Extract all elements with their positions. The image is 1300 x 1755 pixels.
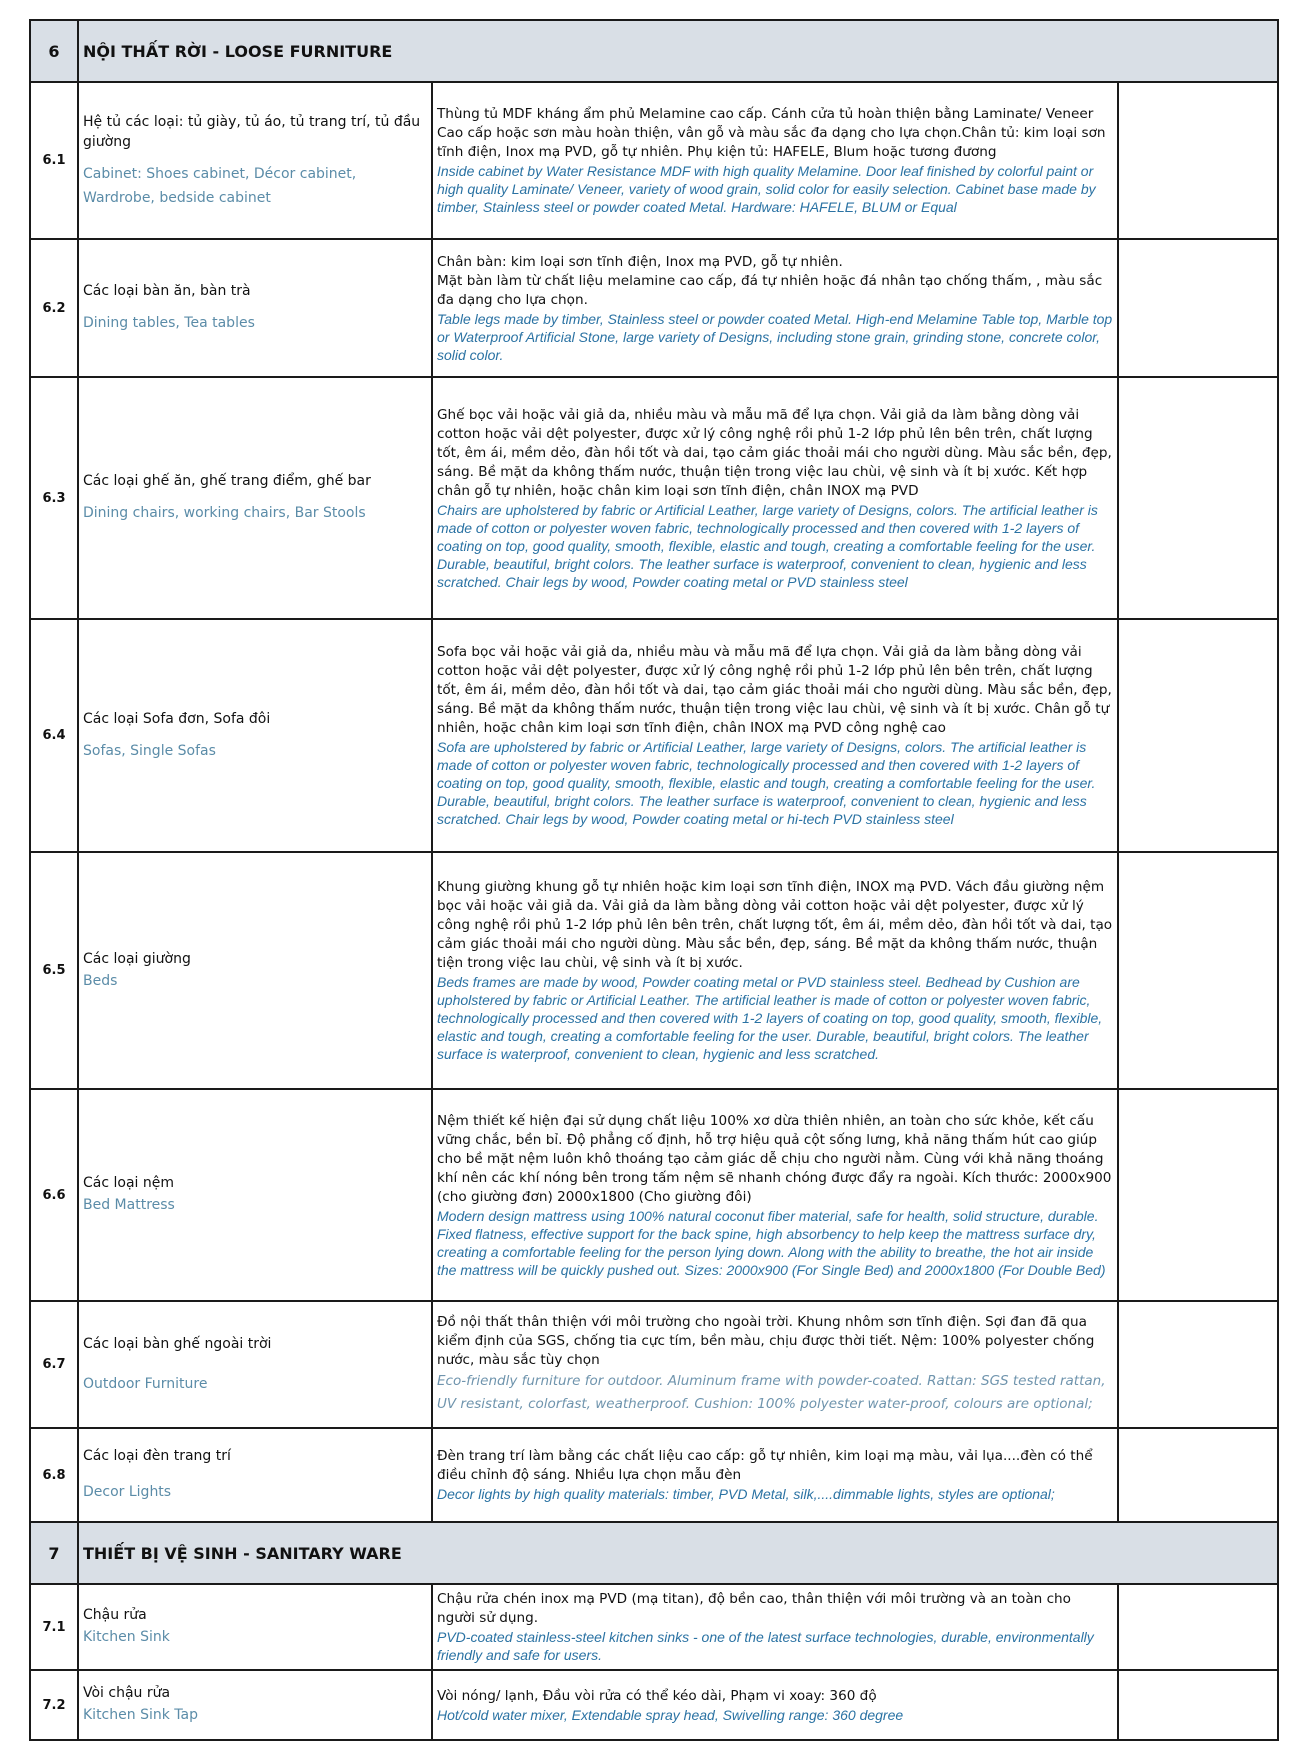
item-description-cell xyxy=(432,1301,1118,1428)
item-description-cell xyxy=(432,239,1118,377)
item-desc-en: Sofa are upholstered by fabric or Artificial Leather, large variety of Designs, colors. The artificial leather is made of cotton or polyester woven fabric, technologically processed and then covered with 1-2 layers of coating on top, good quality, smooth, flexible, elastic and tough, creating a comfortable feeling for the user. Durable, beautiful, bright colors. The leather surface is waterproof, convenient to clean, hygienic and less scratched. Chair legs by wood, Powder coating metal or hi-tech PVD stainless steel xyxy=(437,739,1096,827)
item-description-cell xyxy=(432,1670,1118,1740)
item-description-cell xyxy=(432,82,1118,239)
remarks-cell xyxy=(1118,82,1278,239)
item-name-vi: Chậu rửa xyxy=(83,1607,147,1623)
item-number: 6.2 xyxy=(30,239,78,377)
item-desc-vi: Đèn trang trí làm bằng các chất liệu cao cấp: gỗ tự nhiên, kim loại mạ màu, vải lụa....đèn có thể điều chỉnh độ sáng. Nhiều lựa chọn mẫu đèn xyxy=(437,1448,1093,1483)
table-row xyxy=(30,1301,1278,1428)
item-name-vi: Các loại nệm xyxy=(83,1175,174,1191)
item-name-cell xyxy=(78,852,432,1089)
item-name-vi: Vòi chậu rửa xyxy=(83,1685,171,1701)
item-description-cell xyxy=(432,1584,1118,1670)
item-description-cell xyxy=(432,1428,1118,1522)
item-name-en: Cabinet: Shoes cabinet, Décor cabinet, Wardrobe, bedside cabinet xyxy=(83,165,357,206)
item-number: 6.7 xyxy=(30,1301,78,1428)
item-desc-en: Inside cabinet by Water Resistance MDF with high quality Melamine. Door leaf finished by colorful paint or high quality Laminate/ Veneer, variety of wood grain, solid color for easily selection. Cabinet base made by timber, Stainless steel or powder coated Metal. Hardware: HAFELE, BLUM or Equal xyxy=(437,163,1096,215)
item-name-cell xyxy=(78,239,432,377)
item-desc-vi: Ghế bọc vải hoặc vải giả da, nhiều màu và mẫu mã để lựa chọn. Vải giả da làm bằng dòng vải cotton hoặc vải dệt polyester, được xử lý công nghệ rồi phủ 1-2 lớp phủ lên bên trên, chất lượng tốt, êm ái, mềm dẻo, đàn hồi tốt và dai, tạo cảm giác thoải mái cho người dùng. Màu sắc bền, đẹp, sáng. Bề mặt da không thấm nước, thuận tiện trong việc lau chùi, vệ sinh và ít bị xước. Kết hợp chân gỗ tự nhiên, hoặc chân kim loại sơn tĩnh điện, chân INOX mạ PVD xyxy=(437,406,1112,499)
item-number: 6.4 xyxy=(30,619,78,852)
item-desc-vi: Nệm thiết kế hiện đại sử dụng chất liệu 100% xơ dừa thiên nhiên, an toàn cho sức khỏe, kết cấu vững chắc, bền bỉ. Độ phẳng cố định, hỗ trợ hiệu quả cột sống lưng, khả năng thấm hút cao giúp cho bề mặt nệm luôn khô thoáng tạo cảm giác dễ chịu cho người nằm. Cùng với khả năng thoáng khí nên các khí nóng bên trong tấm nệm sẽ nhanh chóng được đẩy ra ngoài. Kích thước: 2000x900 (cho giường đơn) 2000x1800 (Cho giường đôi) xyxy=(437,1112,1112,1205)
item-name-vi: Hệ tủ các loại: tủ giày, tủ áo, tủ trang trí, tủ đầu giường xyxy=(83,113,421,150)
section-title: THIẾT BỊ VỆ SINH - SANITARY WARE xyxy=(78,1522,1278,1584)
table-row xyxy=(30,1089,1278,1301)
remarks-cell xyxy=(1118,377,1278,619)
item-description-cell xyxy=(432,1089,1118,1301)
item-desc-vi: Vòi nóng/ lạnh, Đầu vòi rửa có thể kéo dài, Phạm vi xoay: 360 độ xyxy=(437,1687,877,1704)
item-desc-en: PVD-coated stainless-steel kitchen sinks - one of the latest surface technologies, durable, environmentally friendly and safe for users. xyxy=(437,1629,1094,1663)
item-name-cell xyxy=(78,1584,432,1670)
item-desc-en: Hot/cold water mixer, Extendable spray head, Swivelling range: 360 degree xyxy=(437,1706,904,1723)
item-number: 6.6 xyxy=(30,1089,78,1301)
item-number: 6.1 xyxy=(30,82,78,239)
item-desc-en: Decor lights by high quality materials: timber, PVD Metal, silk,....dimmable lights, styles are optional; xyxy=(437,1486,1055,1502)
item-name-cell xyxy=(78,1089,432,1301)
item-name-vi: Các loại bàn ăn, bàn trà xyxy=(83,283,251,299)
table-row xyxy=(30,1428,1278,1522)
item-number: 6.3 xyxy=(30,377,78,619)
item-name-vi: Các loại ghế ăn, ghế trang điểm, ghế bar xyxy=(83,473,371,489)
table-row xyxy=(30,1584,1278,1670)
item-desc-vi: Khung giường khung gỗ tự nhiên hoặc kim loại sơn tĩnh điện, INOX mạ PVD. Vách đầu giường nệm bọc vải hoặc vải giả da. Vải giả da làm bằng dòng vải cotton hoặc vải dệt polyester, được xử lý công nghệ rồi phủ 1-2 lớp phủ lên bên trên, chất lượng tốt, êm ái, mềm dẻo, đàn hồi tốt và dai, tạo cảm giác thoải mái cho người dùng. Màu sắc bền, đẹp, sáng. Bề mặt da không thấm nước, thuận tiện trong việc lau chùi, vệ sinh và ít bị xước. xyxy=(437,879,1113,971)
item-name-en: Decor Lights xyxy=(83,1484,172,1500)
remarks-cell xyxy=(1118,1301,1278,1428)
item-number: 6.5 xyxy=(30,852,78,1089)
item-desc-vi: Thùng tủ MDF kháng ẩm phủ Melamine cao cấp. Cánh cửa tủ hoàn thiện bằng Laminate/ Veneer Cao cấp hoặc sơn màu hoàn thiện, vân gỗ và màu sắc đa dạng cho lựa chọn.Chân tủ: kim loại sơn tĩnh điện, Inox mạ PVD, gỗ tự nhiên. Phụ kiện tủ: HAFELE, Blum hoặc tương đương xyxy=(437,106,1106,160)
item-name-en: Kitchen Sink Tap xyxy=(83,1707,198,1723)
item-name-vi: Các loại đèn trang trí xyxy=(83,1448,231,1464)
table-row xyxy=(30,82,1278,239)
item-name-cell xyxy=(78,377,432,619)
item-name-en: Outdoor Furniture xyxy=(83,1375,208,1392)
section-number: 7 xyxy=(30,1522,78,1584)
item-name-en: Bed Mattress xyxy=(83,1197,175,1213)
item-number: 7.1 xyxy=(30,1584,78,1670)
item-name-vi: Các loại giường xyxy=(83,950,191,967)
section-title: NỘI THẤT RỜI - LOOSE FURNITURE xyxy=(78,20,1278,82)
item-number: 6.8 xyxy=(30,1428,78,1522)
item-name-cell xyxy=(78,619,432,852)
item-name-en: Dining tables, Tea tables xyxy=(83,315,255,331)
table-row xyxy=(30,852,1278,1089)
item-desc-en: Beds frames are made by wood, Powder coating metal or PVD stainless steel. Bedhead by Cushion are upholstered by fabric or Artificial Leather. The artificial leather is made of cotton or polyester woven fabric, technologically processed and then covered with 1-2 layers of coating on top, good quality, smooth, flexible, elastic and tough, creating a comfortable feeling for the user. Durable, beautiful, bright colors. The leather surface is waterproof, convenient to clean, hygienic and less scratched. xyxy=(437,974,1103,1062)
item-name-en: Kitchen Sink xyxy=(83,1629,170,1645)
item-name-en: Sofas, Single Sofas xyxy=(83,742,216,759)
item-desc-en: Table legs made by timber, Stainless steel or powder coated Metal. High-end Melamine Table top, Marble top or Waterproof Artificial Stone, large variety of Designs, including stone grain, grinding stone, concrete color, solid color. xyxy=(437,310,1113,363)
item-description-cell xyxy=(432,852,1118,1089)
item-desc-en: Modern design mattress using 100% natural coconut fiber material, safe for health, solid structure, durable. Fixed flatness, effective support for the back spine, high absorbency to help keep the mattress surface dry, creating a comfortable feeling for the person lying down. Along with the ability to breathe, the hot air inside the mattress will be quickly pushed out. Sizes: 2000x900 (For Single Bed) and 2000x1800 (For Double Bed) xyxy=(437,1207,1106,1278)
table-row xyxy=(30,1670,1278,1740)
section-header-row xyxy=(30,1522,1278,1584)
item-name-cell xyxy=(78,1670,432,1740)
remarks-cell xyxy=(1118,852,1278,1089)
remarks-cell xyxy=(1118,1428,1278,1522)
item-name-vi: Các loại bàn ghế ngoài trời xyxy=(83,1335,272,1352)
table-row xyxy=(30,239,1278,377)
item-name-cell xyxy=(78,1428,432,1522)
item-name-en: Beds xyxy=(83,972,118,989)
remarks-cell xyxy=(1118,1584,1278,1670)
item-name-cell xyxy=(78,1301,432,1428)
specification-table xyxy=(29,19,1279,1741)
item-name-vi: Các loại Sofa đơn, Sofa đôi xyxy=(83,710,271,727)
item-number: 7.2 xyxy=(30,1670,78,1740)
item-desc-vi: Chân bàn: kim loại sơn tĩnh điện, Inox mạ PVD, gỗ tự nhiên. Mặt bàn làm từ chất liệu melamine cao cấp, đá tự nhiên hoặc đá nhân tạo chống thấm, , màu sắc đa dạng cho lựa chọn. xyxy=(437,253,1103,308)
item-description-cell xyxy=(432,377,1118,619)
section-header-row xyxy=(30,20,1278,82)
remarks-cell xyxy=(1118,619,1278,852)
section-number: 6 xyxy=(30,20,78,82)
item-desc-vi: Chậu rửa chén inox mạ PVD (mạ titan), độ bền cao, thân thiện với môi trường và an toàn cho người sử dụng. xyxy=(437,1591,1071,1626)
remarks-cell xyxy=(1118,1670,1278,1740)
remarks-cell xyxy=(1118,239,1278,377)
table-row xyxy=(30,377,1278,619)
item-name-en: Dining chairs, working chairs, Bar Stools xyxy=(83,505,366,521)
item-desc-en: Eco-friendly furniture for outdoor. Aluminum frame with powder-coated. Rattan: SGS tested rattan, UV resistant, colorfast, weatherproof. Cushion: 100% polyester water-proof, colours are optional; xyxy=(437,1373,1106,1412)
item-description-cell xyxy=(432,619,1118,852)
remarks-cell xyxy=(1118,1089,1278,1301)
item-desc-vi: Sofa bọc vải hoặc vải giả da, nhiều màu và mẫu mã để lựa chọn. Vải giả da làm bằng dòng vải cotton hoặc vải dệt polyester, được xử lý công nghệ rồi phủ 1-2 lớp phủ lên bên trên, chất lượng tốt, êm ái, mềm dẻo, đàn hồi tốt và dai, tạo cảm giác thoải mái cho người dùng. Màu sắc bền, đẹp, sáng. Bề mặt da không thấm nước, thuận tiện trong việc lau chùi, vệ sinh và ít bị xước. Chân gỗ tự nhiên, hoặc chân kim loại sơn tĩnh điện, chân INOX mạ PVD công nghệ cao xyxy=(437,644,1112,736)
item-name-cell xyxy=(78,82,432,239)
item-desc-vi: Đồ nội thất thân thiện với môi trường cho ngoài trời. Khung nhôm sơn tĩnh điện. Sợi đan đã qua kiểm định của SGS, chống tia cực tím, bền màu, chịu được thời tiết. Nệm: 100% polyester chống nước, màu sắc tùy chọn xyxy=(437,1314,1095,1368)
item-desc-en: Chairs are upholstered by fabric or Artificial Leather, large variety of Designs, colors. The artificial leather is made of cotton or polyester woven fabric, technologically processed and then covered with 1-2 layers of coating on top, good quality, smooth, flexible, elastic and tough, creating a comfortable feeling for the user. Durable, beautiful, bright colors. The leather surface is waterproof, convenient to clean, hygienic and less scratched. Chair legs by wood, Powder coating metal or PVD stainless steel xyxy=(437,501,1098,590)
table-row xyxy=(30,619,1278,852)
